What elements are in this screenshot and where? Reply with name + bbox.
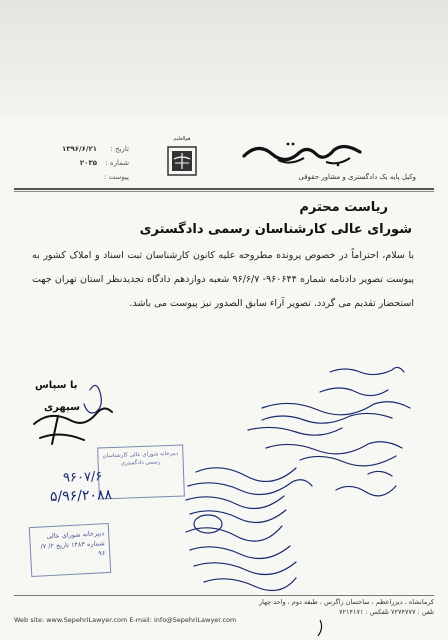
handwritten-number-top: ۹۶۰۷/۶ [62, 469, 103, 486]
attachment-label: پیوست : [104, 173, 129, 181]
handwritten-number-bottom: ۵/۹۶/۲۰۸۸ [49, 486, 113, 506]
received-stamp-text: دبیرخانه شورای عالی کارشناسان رسمی دادگستری [102, 450, 179, 467]
salutation-recipient: شورای عالی کارشناسان رسمی دادگستری [139, 222, 412, 237]
footer-phone: تلفن : ۷۲۷۴۷۷۷ تلفکس : ۷۲۱۴۱۷۱ [339, 608, 434, 616]
firm-tagline: وکیل پایه یک دادگستری و مشاور حقوقی [298, 173, 416, 181]
number-value: ۲۰۳۵ [79, 159, 97, 167]
footer-address: کرمانشاه ، دیزراعظم ، ساختمان زاگرس ، طبقه دوم ، واحد چهار [259, 598, 434, 606]
letter-body: با سلام، احتراماً در خصوص پرونده مطروحه علیه کانون کارشناسان ثبت اسناد و املاک کشور به پیوست تصویر دادنامه شماره ۹۶۰۶۴۴- ۹۶/۶/۷ شعبه دوازدهم دادگاه تجدیدنظر استان تهران جهت استحضار تقدیم می گردد. تصویر آراء سابق الصدور نیز پیوست می باشد. [32, 250, 414, 309]
registry-stamp-text: دبیرخانه شورای عالی شماره ۱۴۸۳ تاریخ ۲/ ۷/ ۹۶ [40, 529, 106, 558]
footer-divider [14, 595, 434, 596]
number-label: شماره : [105, 159, 129, 167]
signature-ink [34, 408, 112, 444]
marginal-notes-ink [84, 367, 410, 590]
footer-web: Web site: www.SepehriLawyer.com E-mail: info@SepehriLawyer.com [14, 616, 237, 624]
signer-name: سپهری [44, 402, 80, 413]
date-label: تاریخ : [110, 145, 129, 153]
date-value: ۱۳۹۶/۶/۲۱ [61, 145, 97, 153]
closing-text: با سپاس [35, 380, 78, 391]
corner-mark [318, 620, 322, 636]
emblem-caption: هوالعلیم [173, 136, 191, 142]
salutation-title: ریاست محترم [299, 200, 388, 215]
